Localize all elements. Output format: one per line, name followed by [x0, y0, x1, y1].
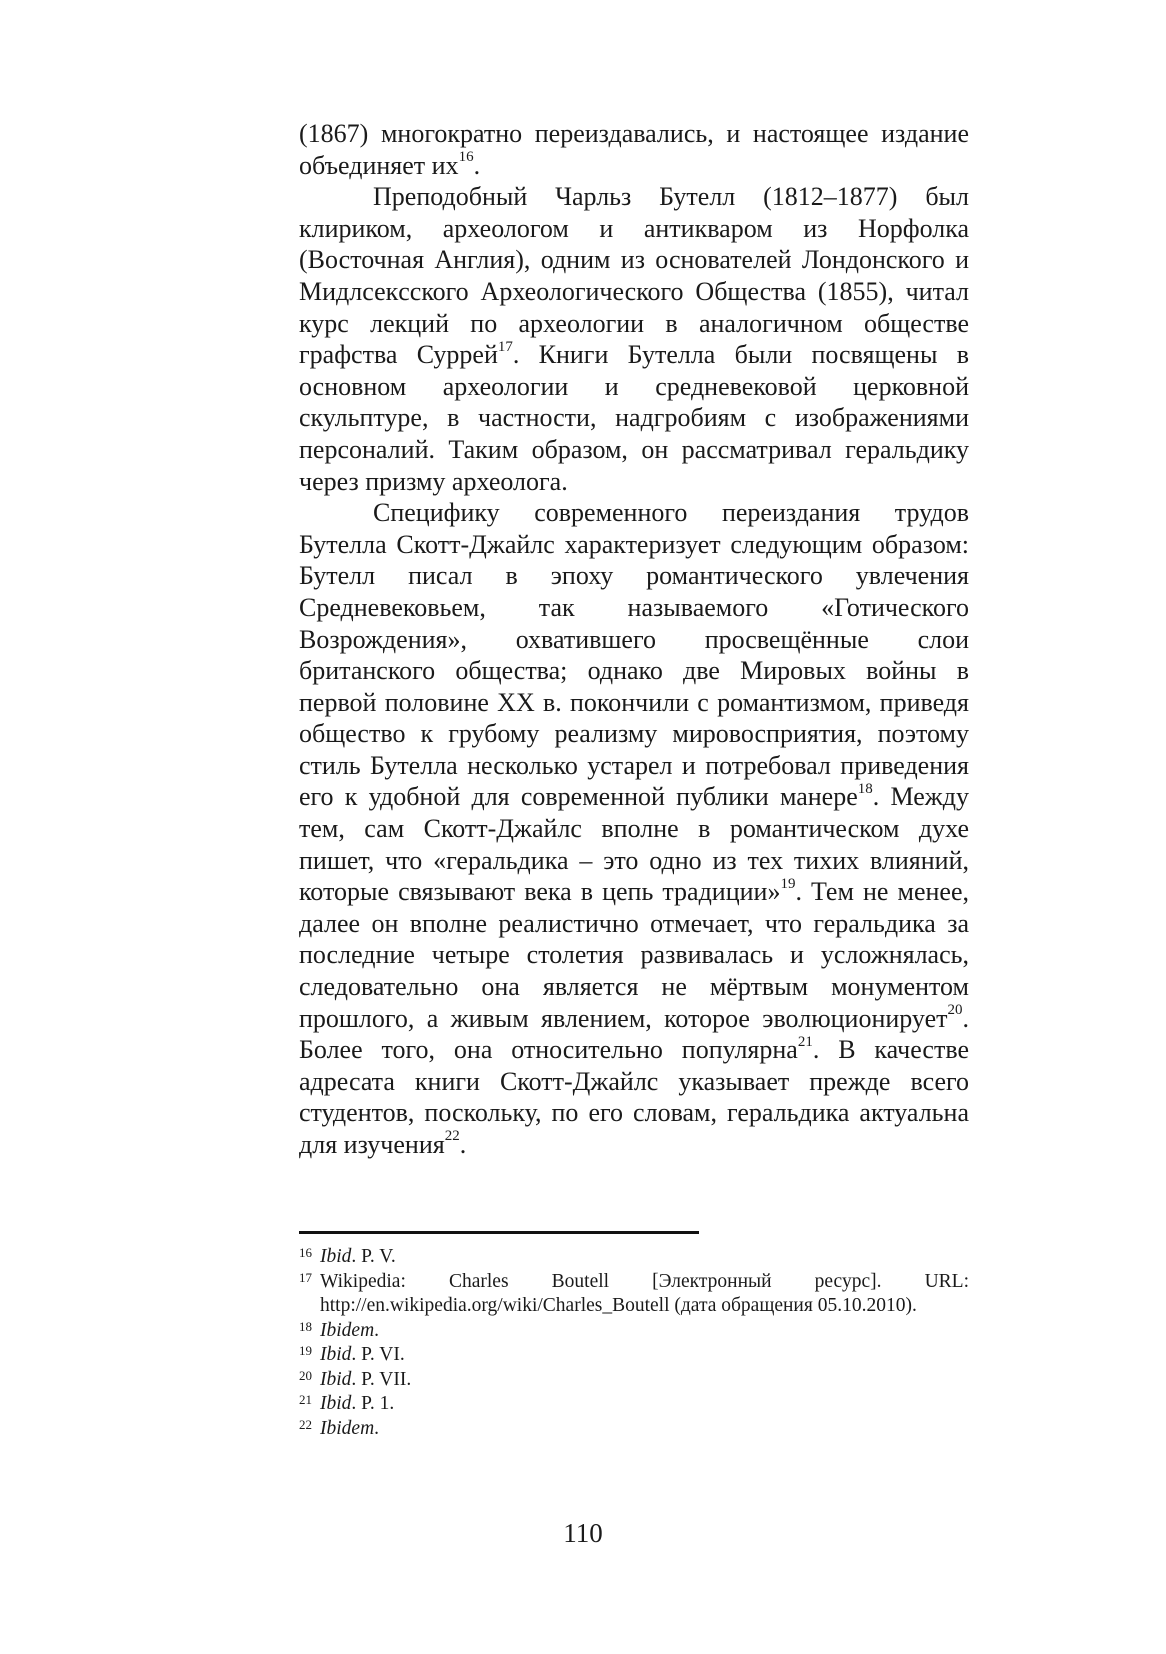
- footnote-text: . P. V.: [351, 1246, 396, 1267]
- footnote-ref-17[interactable]: 17: [497, 338, 513, 355]
- footnote-text: .: [374, 1319, 380, 1341]
- footnote-separator: [299, 1231, 699, 1234]
- footnote-17: [299, 1270, 969, 1319]
- footnote-ref-20[interactable]: 20: [947, 1001, 963, 1018]
- paragraph-text: (1867) многократно переиздавались, и настоящее издание объединяет их: [299, 119, 969, 180]
- paragraph-text: . Между тем, сам Скотт-Джайлс вполне в романтическом духе пишет, что «геральдика – это одно из тех тихих влияний, которые связывают века в цепь традиции»: [299, 782, 969, 907]
- footnote-16: [299, 1245, 969, 1270]
- footnote-18: [299, 1319, 969, 1344]
- footnote-19: [299, 1343, 969, 1368]
- footnote-20: [299, 1368, 969, 1393]
- footnote-text: .: [374, 1417, 380, 1439]
- paragraph-text: Специфику современного переиздания трудов Бутелла Скотт-Джайлс характеризует следующим образом: Бутелл писал в эпоху романтического увлечения Средневековьем, так называемого «Готического Возрождения», охватившего просвещённые слои британского общества; однако две Мировых войны в первой половине XX в. покончили с романтизмом, приведя общество к грубому реализму мировосприятия, поэтому стиль Бутелла несколько устарел и потребовал приведения его к удобной для современной публики манере: [299, 498, 969, 812]
- footnote-italic: Ibid: [320, 1344, 352, 1365]
- footnote-number: 19: [299, 1343, 312, 1358]
- paragraph-text: Преподобный Чарльз Бутелл (1812–1877) был клириком, археологом и антикваром из Норфолка (Восточная Англия), одним из основателей Лондонского и Мидлсекcского Археологического Общества (1855), читал курс лекций по археологии в аналогичном обществе графства Суррей: [299, 182, 969, 370]
- footnote-italic: Ibidem: [320, 1319, 375, 1341]
- footnote-number: 16: [299, 1245, 312, 1260]
- footnote-text: . P. VI.: [351, 1344, 405, 1365]
- paragraph-text: .: [459, 1130, 467, 1159]
- paragraph-3: [299, 497, 969, 1160]
- footnote-italic: Ibid: [320, 1246, 352, 1267]
- footnote-ref-16[interactable]: 16: [458, 148, 474, 165]
- paragraph-2: [299, 181, 969, 497]
- footnote-ref-18[interactable]: 18: [857, 780, 873, 797]
- footnote-text: . P. 1.: [351, 1393, 395, 1414]
- footnote-number: 20: [299, 1367, 312, 1383]
- footnotes: [299, 1245, 969, 1441]
- footnote-italic: Ibid: [320, 1393, 352, 1414]
- paragraph-text: .: [473, 150, 481, 180]
- paragraph-1: [299, 118, 969, 181]
- footnote-number: 18: [299, 1318, 312, 1334]
- footnote-number: 22: [299, 1416, 312, 1432]
- footnote-text: . P. VII.: [351, 1368, 412, 1390]
- footnote-ref-21[interactable]: 21: [797, 1033, 813, 1050]
- footnote-ref-22[interactable]: 22: [444, 1128, 460, 1145]
- paragraph-text: . В качестве адресата книги Скотт-Джайлс указывает прежде всего студентов, поскольку, по его словам, геральдика актуальна для изучения: [299, 1035, 969, 1159]
- footnote-text[interactable]: Wikipedia: Charles Boutell [Электронный ресурс]. URL: http://en.wikipedia.org/wiki/Charles_Boutell (дата обращения 05.10.2010).: [320, 1270, 969, 1316]
- footnote-ref-19[interactable]: 19: [780, 875, 796, 892]
- paragraph-text: . Более того, она относительно популярна: [299, 1003, 969, 1065]
- main-text: [299, 118, 969, 1161]
- paragraph-text: . Книги Бутелла были посвящены в основном археологии и средневековой церковной скульптуре, в частности, надгробиям с изображениями персоналий. Таким образом, он рассматривал геральдику через призму археолога.: [299, 340, 969, 496]
- paragraph-text: . Тем не менее, далее он вполне реалистично отмечает, что геральдика за последние четыре столетия развивалась и усложнялась, следовательно она является не мёртвым монументом прошлого, а живым явлением, которое эволюционирует: [299, 877, 969, 1033]
- footnote-italic: Ibidem: [320, 1417, 375, 1439]
- footnote-21: [299, 1392, 969, 1417]
- footnote-number: 21: [299, 1392, 312, 1407]
- footnote-22: [299, 1417, 969, 1442]
- footnote-number: 17: [299, 1269, 312, 1285]
- page-number: 110: [563, 1518, 603, 1548]
- footnote-italic: Ibid: [320, 1368, 352, 1390]
